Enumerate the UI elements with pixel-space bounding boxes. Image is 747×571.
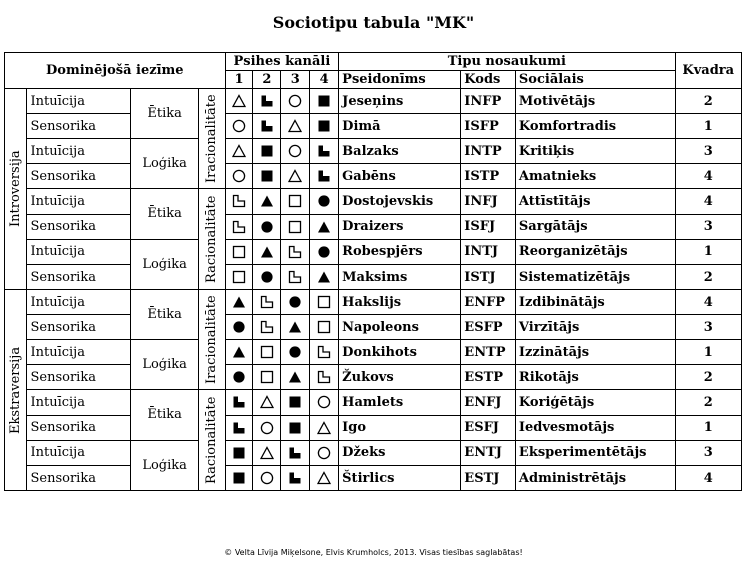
code-cell: INTJ	[461, 239, 516, 264]
quadra-cell: 1	[675, 340, 742, 365]
function-label: Sensorika	[27, 164, 131, 189]
channel-4-symbol	[310, 466, 339, 491]
square-filled-icon	[317, 119, 331, 133]
channel-3-symbol	[281, 89, 310, 114]
pseudonym-cell: Maksims	[339, 265, 461, 290]
social-cell: Rikotājs	[515, 365, 675, 390]
channel-3-symbol	[281, 189, 310, 214]
corner-outline-icon	[317, 345, 331, 359]
quadra-cell: 1	[675, 239, 742, 264]
corner-outline-icon	[232, 194, 246, 208]
pseudonym-cell: Jeseņins	[339, 89, 461, 114]
pseudonym-cell: Žukovs	[339, 365, 461, 390]
channel-1-symbol	[225, 265, 253, 290]
circle-filled-icon	[260, 270, 274, 284]
channel-2-symbol	[253, 164, 281, 189]
pseudonym-cell: Džeks	[339, 440, 461, 465]
square-filled-icon	[232, 446, 246, 460]
circle-outline-icon	[260, 421, 274, 435]
social-cell: Koriģētājs	[515, 390, 675, 415]
social-cell: Attīstītājs	[515, 189, 675, 214]
square-filled-icon	[260, 144, 274, 158]
code-cell: ENFJ	[461, 390, 516, 415]
channel-2-symbol	[253, 189, 281, 214]
group-logic: Loģika	[131, 340, 198, 390]
corner-filled-icon	[232, 421, 246, 435]
corner-outline-icon	[260, 295, 274, 309]
table-title: Sociotipu tabula "MK"	[272, 13, 475, 32]
circle-filled-icon	[288, 345, 302, 359]
triangle-outline-icon	[260, 446, 274, 460]
channel-3-symbol	[281, 164, 310, 189]
table-row	[5, 265, 742, 290]
square-outline-icon	[317, 320, 331, 334]
channel-1-symbol	[225, 365, 253, 390]
channel-4-symbol	[310, 114, 339, 139]
pseudonym-cell: Hakslijs	[339, 290, 461, 315]
square-outline-icon	[288, 220, 302, 234]
channel-3-symbol	[281, 440, 310, 465]
social-cell: Sargātājs	[515, 214, 675, 239]
triangle-filled-icon	[232, 295, 246, 309]
social-cell: Komfortradis	[515, 114, 675, 139]
function-label: Intuīcija	[27, 139, 131, 164]
code-cell: ENTP	[461, 340, 516, 365]
triangle-filled-icon	[317, 270, 331, 284]
circle-filled-icon	[232, 370, 246, 384]
quadra-cell: 4	[675, 189, 742, 214]
header-code: Kods	[461, 71, 516, 89]
group-irrationality: Iracionalitāte	[198, 89, 225, 189]
channel-1-symbol	[225, 440, 253, 465]
channel-3-symbol	[281, 315, 310, 340]
channel-2-symbol	[253, 466, 281, 491]
table-row	[5, 239, 742, 264]
triangle-outline-icon	[260, 395, 274, 409]
channel-3-symbol	[281, 214, 310, 239]
header-channel-1: 1	[225, 71, 253, 89]
channel-4-symbol	[310, 315, 339, 340]
corner-outline-icon	[288, 270, 302, 284]
table-row	[5, 164, 742, 189]
channel-3-symbol	[281, 139, 310, 164]
table-row	[5, 189, 742, 214]
code-cell: INFJ	[461, 189, 516, 214]
channel-2-symbol	[253, 265, 281, 290]
square-filled-icon	[288, 421, 302, 435]
circle-filled-icon	[232, 320, 246, 334]
triangle-outline-icon	[232, 144, 246, 158]
corner-filled-icon	[288, 471, 302, 485]
square-filled-icon	[317, 94, 331, 108]
table-row	[5, 315, 742, 340]
triangle-outline-icon	[288, 119, 302, 133]
function-label: Sensorika	[27, 265, 131, 290]
code-cell: INFP	[461, 89, 516, 114]
square-outline-icon	[232, 270, 246, 284]
circle-filled-icon	[317, 245, 331, 259]
code-cell: ENTJ	[461, 440, 516, 465]
channel-2-symbol	[253, 315, 281, 340]
function-label: Intuīcija	[27, 89, 131, 114]
circle-filled-icon	[288, 295, 302, 309]
channel-1-symbol	[225, 189, 253, 214]
header-channel-3: 3	[281, 71, 310, 89]
circle-outline-icon	[317, 446, 331, 460]
social-cell: Izzinātājs	[515, 340, 675, 365]
channel-1-symbol	[225, 415, 253, 440]
channel-1-symbol	[225, 214, 253, 239]
triangle-filled-icon	[260, 194, 274, 208]
triangle-filled-icon	[288, 370, 302, 384]
channel-4-symbol	[310, 239, 339, 264]
circle-filled-icon	[317, 194, 331, 208]
quadra-cell: 4	[675, 290, 742, 315]
channel-3-symbol	[281, 265, 310, 290]
social-cell: Virzītājs	[515, 315, 675, 340]
table-row	[5, 214, 742, 239]
code-cell: ISFJ	[461, 214, 516, 239]
group-ethics: Ētika	[131, 89, 198, 139]
table-row	[5, 440, 742, 465]
channel-3-symbol	[281, 114, 310, 139]
function-label: Intuīcija	[27, 390, 131, 415]
social-cell: Motivētājs	[515, 89, 675, 114]
channel-4-symbol	[310, 214, 339, 239]
channel-2-symbol	[253, 290, 281, 315]
channel-2-symbol	[253, 89, 281, 114]
channel-1-symbol	[225, 315, 253, 340]
code-cell: ESTP	[461, 365, 516, 390]
channel-2-symbol	[253, 340, 281, 365]
corner-outline-icon	[232, 220, 246, 234]
social-cell: Eksperimentētājs	[515, 440, 675, 465]
code-cell: INTP	[461, 139, 516, 164]
table-row	[5, 139, 742, 164]
channel-2-symbol	[253, 415, 281, 440]
function-label: Intuīcija	[27, 440, 131, 465]
channel-1-symbol	[225, 390, 253, 415]
channel-1-symbol	[225, 89, 253, 114]
social-cell: Reorganizētājs	[515, 239, 675, 264]
triangle-filled-icon	[317, 220, 331, 234]
function-label: Sensorika	[27, 466, 131, 491]
pseudonym-cell: Balzaks	[339, 139, 461, 164]
channel-4-symbol	[310, 390, 339, 415]
circle-outline-icon	[288, 94, 302, 108]
header-channel-4: 4	[310, 71, 339, 89]
corner-outline-icon	[288, 245, 302, 259]
circle-outline-icon	[260, 471, 274, 485]
pseudonym-cell: Dostojevskis	[339, 189, 461, 214]
function-label: Sensorika	[27, 415, 131, 440]
sociotype-table	[4, 52, 742, 491]
channel-3-symbol	[281, 415, 310, 440]
square-filled-icon	[288, 395, 302, 409]
code-cell: ESFP	[461, 315, 516, 340]
channel-4-symbol	[310, 189, 339, 214]
quadra-cell: 2	[675, 365, 742, 390]
group-introversion: Introversija	[5, 89, 27, 290]
quadra-cell: 4	[675, 466, 742, 491]
pseudonym-cell: Dimā	[339, 114, 461, 139]
table-row	[5, 89, 742, 114]
channel-1-symbol	[225, 139, 253, 164]
function-label: Sensorika	[27, 365, 131, 390]
header-pseudonym: Pseidonīms	[339, 71, 461, 89]
channel-2-symbol	[253, 365, 281, 390]
table-row	[5, 290, 742, 315]
triangle-outline-icon	[317, 471, 331, 485]
pseudonym-cell: Gabēns	[339, 164, 461, 189]
quadra-cell: 2	[675, 89, 742, 114]
channel-2-symbol	[253, 114, 281, 139]
pseudonym-cell: Hamlets	[339, 390, 461, 415]
channel-2-symbol	[253, 239, 281, 264]
quadra-cell: 2	[675, 265, 742, 290]
square-filled-icon	[232, 471, 246, 485]
square-outline-icon	[288, 194, 302, 208]
channel-3-symbol	[281, 390, 310, 415]
corner-outline-icon	[260, 320, 274, 334]
channel-1-symbol	[225, 340, 253, 365]
group-extraversion: Ekstraversija	[5, 290, 27, 491]
header-channel-2: 2	[253, 71, 281, 89]
pseudonym-cell: Donkihots	[339, 340, 461, 365]
social-cell: Izdibinātājs	[515, 290, 675, 315]
function-label: Intuīcija	[27, 340, 131, 365]
channel-3-symbol	[281, 239, 310, 264]
group-ethics: Ētika	[131, 390, 198, 440]
social-cell: Sistematizētājs	[515, 265, 675, 290]
quadra-cell: 4	[675, 164, 742, 189]
triangle-outline-icon	[317, 421, 331, 435]
header-social: Sociālais	[515, 71, 675, 89]
pseudonym-cell: Igo	[339, 415, 461, 440]
triangle-outline-icon	[288, 169, 302, 183]
group-rationality: Racionalitāte	[198, 189, 225, 290]
channel-2-symbol	[253, 139, 281, 164]
channel-4-symbol	[310, 89, 339, 114]
pseudonym-cell: Draizers	[339, 214, 461, 239]
quadra-cell: 1	[675, 114, 742, 139]
code-cell: ISTP	[461, 164, 516, 189]
function-label: Sensorika	[27, 214, 131, 239]
square-outline-icon	[232, 245, 246, 259]
channel-2-symbol	[253, 440, 281, 465]
channel-4-symbol	[310, 265, 339, 290]
circle-outline-icon	[232, 119, 246, 133]
quadra-cell: 3	[675, 214, 742, 239]
square-outline-icon	[260, 345, 274, 359]
channel-4-symbol	[310, 139, 339, 164]
square-filled-icon	[260, 169, 274, 183]
channel-3-symbol	[281, 290, 310, 315]
group-ethics: Ētika	[131, 290, 198, 340]
social-cell: Iedvesmotājs	[515, 415, 675, 440]
channel-4-symbol	[310, 290, 339, 315]
code-cell: ISTJ	[461, 265, 516, 290]
table-row	[5, 340, 742, 365]
table-row	[5, 365, 742, 390]
group-rationality: Racionalitāte	[198, 390, 225, 491]
quadra-cell: 3	[675, 440, 742, 465]
group-logic: Loģika	[131, 239, 198, 289]
channel-3-symbol	[281, 340, 310, 365]
channel-4-symbol	[310, 365, 339, 390]
channel-4-symbol	[310, 340, 339, 365]
quadra-cell: 2	[675, 390, 742, 415]
function-label: Sensorika	[27, 315, 131, 340]
social-cell: Amatnieks	[515, 164, 675, 189]
channel-2-symbol	[253, 214, 281, 239]
channel-3-symbol	[281, 365, 310, 390]
triangle-outline-icon	[232, 94, 246, 108]
quadra-cell: 3	[675, 315, 742, 340]
code-cell: ENFP	[461, 290, 516, 315]
function-label: Intuīcija	[27, 239, 131, 264]
square-outline-icon	[317, 295, 331, 309]
triangle-filled-icon	[260, 245, 274, 259]
channel-4-symbol	[310, 440, 339, 465]
function-label: Intuīcija	[27, 189, 131, 214]
group-ethics: Ētika	[131, 189, 198, 239]
table-body	[5, 89, 742, 491]
corner-filled-icon	[317, 169, 331, 183]
header-dominant: Dominējošā iezīme	[5, 53, 226, 89]
corner-filled-icon	[260, 119, 274, 133]
code-cell: ESTJ	[461, 466, 516, 491]
corner-outline-icon	[317, 370, 331, 384]
triangle-filled-icon	[288, 320, 302, 334]
corner-filled-icon	[288, 446, 302, 460]
group-logic: Loģika	[131, 440, 198, 490]
circle-outline-icon	[232, 169, 246, 183]
channel-1-symbol	[225, 466, 253, 491]
channel-1-symbol	[225, 164, 253, 189]
function-label: Sensorika	[27, 114, 131, 139]
social-cell: Administrētājs	[515, 466, 675, 491]
copyright-notice: © Velta Līvija Miķelsone, Elvis Krumholcs, 2013. Visas tiesības saglabātas!	[224, 548, 523, 557]
corner-filled-icon	[232, 395, 246, 409]
group-irrationality: Iracionalitāte	[198, 290, 225, 390]
code-cell: ISFP	[461, 114, 516, 139]
group-logic: Loģika	[131, 139, 198, 189]
social-cell: Kritiķis	[515, 139, 675, 164]
pseudonym-cell: Napoleons	[339, 315, 461, 340]
pseudonym-cell: Robespjērs	[339, 239, 461, 264]
channel-4-symbol	[310, 415, 339, 440]
corner-filled-icon	[260, 94, 274, 108]
table-row	[5, 390, 742, 415]
quadra-cell: 1	[675, 415, 742, 440]
square-outline-icon	[260, 370, 274, 384]
function-label: Intuīcija	[27, 290, 131, 315]
header-type-names: Tipu nosaukumi	[339, 53, 675, 71]
channel-1-symbol	[225, 239, 253, 264]
channel-1-symbol	[225, 114, 253, 139]
channel-2-symbol	[253, 390, 281, 415]
header-channels: Psihes kanāli	[225, 53, 339, 71]
corner-filled-icon	[317, 144, 331, 158]
circle-outline-icon	[317, 395, 331, 409]
pseudonym-cell: Štirlics	[339, 466, 461, 491]
code-cell: ESFJ	[461, 415, 516, 440]
quadra-cell: 3	[675, 139, 742, 164]
circle-filled-icon	[260, 220, 274, 234]
channel-1-symbol	[225, 290, 253, 315]
table-row	[5, 415, 742, 440]
header-quadra: Kvadra	[675, 53, 742, 89]
table-row	[5, 466, 742, 491]
circle-outline-icon	[288, 144, 302, 158]
channel-4-symbol	[310, 164, 339, 189]
table-row	[5, 114, 742, 139]
triangle-filled-icon	[232, 345, 246, 359]
channel-3-symbol	[281, 466, 310, 491]
